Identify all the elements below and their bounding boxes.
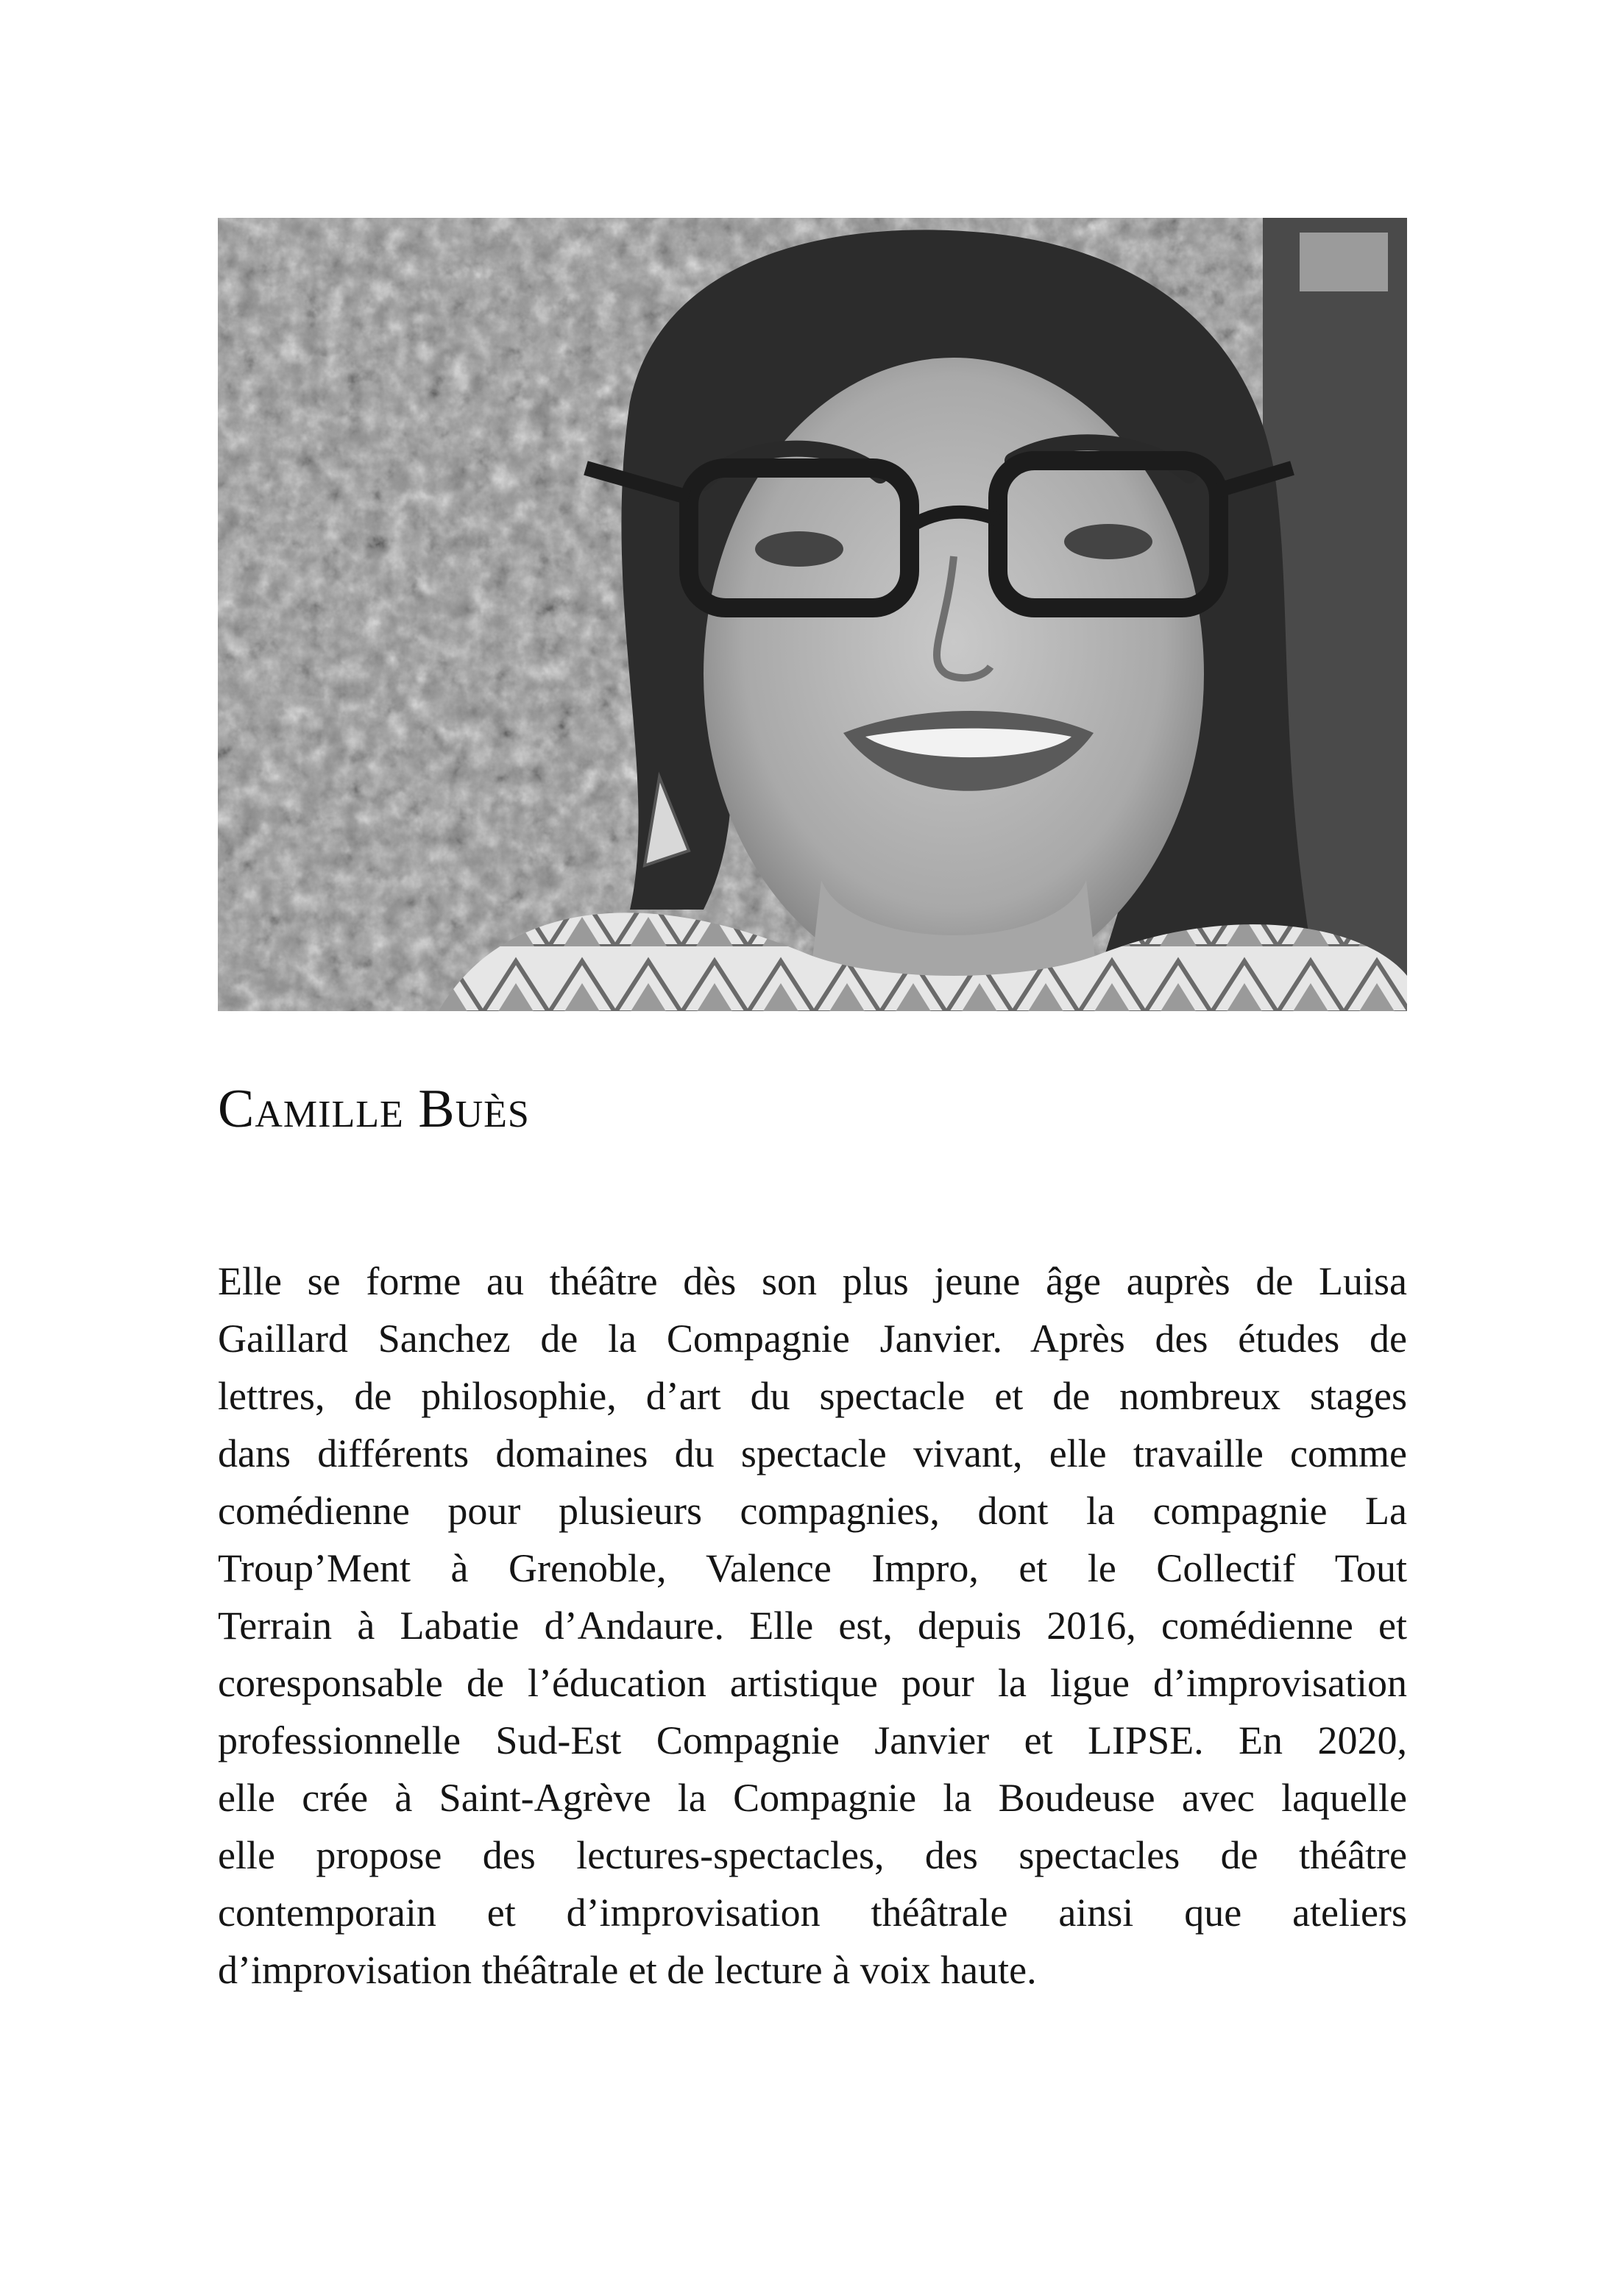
bio-line: dans différents domaines du spectacle vivant, elle travaille comme xyxy=(218,1431,1407,1475)
bio-line: Troup’Ment à Grenoble, Valence Impro, et le Collectif Tout xyxy=(218,1546,1407,1590)
author-biography xyxy=(218,1252,1407,1999)
portrait-illustration xyxy=(218,218,1407,1011)
bio-line: contemporain et d’improvisation théâtrale ainsi que ateliers xyxy=(218,1891,1407,1935)
bio-line: professionnelle Sud-Est Compagnie Janvier et LIPSE. En 2020, xyxy=(218,1718,1407,1762)
bio-line: elle propose des lectures-spectacles, des spectacles de théâtre xyxy=(218,1833,1407,1877)
author-portrait-photo xyxy=(218,218,1407,1011)
bio-line: elle crée à Saint-Agrève la Compagnie la Boudeuse avec laquelle xyxy=(218,1776,1407,1820)
bio-line: Gaillard Sanchez de la Compagnie Janvier. Après des études de xyxy=(218,1317,1407,1361)
bio-line: lettres, de philosophie, d’art du spectacle et de nombreux stages xyxy=(218,1374,1407,1418)
bio-line: comédienne pour plusieurs compagnies, dont la compagnie La xyxy=(218,1489,1407,1533)
bio-line: Elle se forme au théâtre dès son plus jeune âge auprès de Luisa xyxy=(218,1259,1407,1303)
bio-line: d’improvisation théâtrale et de lecture à voix haute. xyxy=(218,1948,1037,1992)
author-name: Camille Buès xyxy=(218,1079,530,1139)
bio-line: Terrain à Labatie d’Andaure. Elle est, depuis 2016, comédienne et xyxy=(218,1604,1407,1648)
bio-line: coresponsable de l’éducation artistique pour la ligue d’improvisation xyxy=(218,1661,1407,1705)
